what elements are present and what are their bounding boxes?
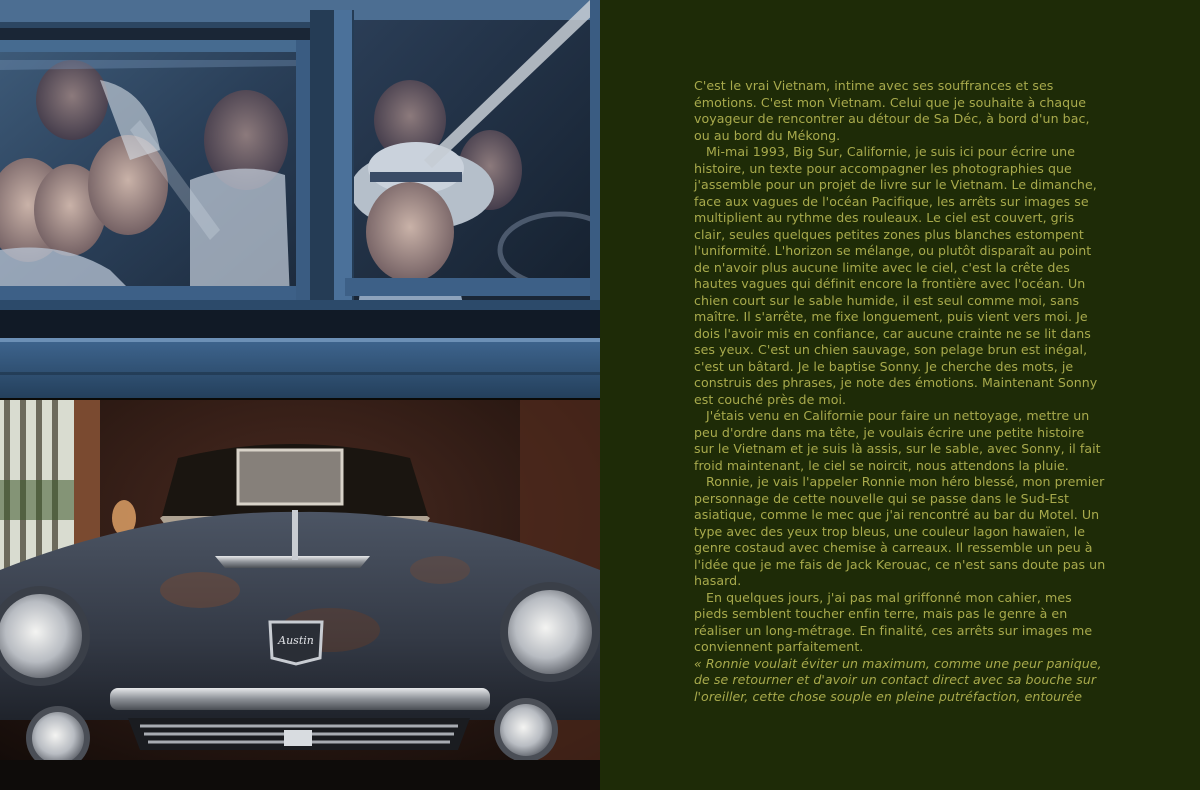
children-window-photo [0, 0, 600, 398]
paragraph-big-sur: Mi-mai 1993, Big Sur, Californie, je suis ici pour écrire une histoire, un texte pour accompagner les photographies que j'assemble pour un projet de livre sur le Vietnam. Le dimanche, face aux vagues de l'océan Pacifique, les arrêts sur images se multiplient au rythme des rouleaux. Le ciel est couvert, gris clair, seules quelques petites zones plus blanches estompent l'uniformité. L'horizon se mélange, ou plutôt disparaît au point de n'avoir plus aucune limite avec le ciel, c'est la crête des hautes vagues qui définit encore la frontière avec l'océan. Un chien court sur le sable humide, il est seul comme moi, sans maître. Il s'arrête, me fixe longuement, puis vient vers moi. Je dois l'avoir mis en confiance, car aucune crainte ne se lit dans ses yeux. C'est un chien sauvage, son pelage brun est inégal, c'est un bâtard. Je le baptise Sonny. Je cherche des mots, je construis des phrases, je note des émotions. Maintenant Sonny est couché près de moi. [694, 144, 1098, 407]
children-window-illustration [0, 0, 600, 398]
paragraph-quote: « Ronnie voulait éviter un maximum, comme une peur panique, de se retourner et d'avoir un contact direct avec sa bouche sur l'oreiller, cette chose souple en pleine putréfaction, entourée [694, 655, 1102, 704]
austin-badge-text: Austin [278, 634, 314, 647]
paragraph-californie: J'étais venu en Californie pour faire un nettoyage, mettre un peu d'ordre dans ma tête, je voulais écrire une petite histoire sur le Vietnam et je suis là assis, sur le sable, avec Sonny, il fait froid maintenant, le ciel se noircit, nous attendons la pluie. [694, 408, 1101, 473]
right-page [600, 0, 1200, 790]
austin-car-photo [0, 400, 600, 790]
story-text [694, 78, 1106, 705]
paragraph-cahier: En quelques jours, j'ai pas mal griffonné mon cahier, mes pieds semblent toucher enfin terre, mais pas le genre à en réaliser un long-métrage. En finalité, ces arrêts sur images me conviennent parfaitement. [694, 589, 1093, 654]
austin-car-illustration [0, 400, 600, 790]
paragraph-ronnie: Ronnie, je vais l'appeler Ronnie mon héro blessé, mon premier personnage de cette nouvelle qui se passe dans le Sud-Est asiatique, comme le mec que j'ai rencontré au bar du Motel. Un type avec des yeux trop bleus, une couleur lagon hawaïen, le genre costaud avec chemise à carreaux. Il ressemble un peu à l'idée que je me fais de Jack Kerouac, ce n'est sans doute pas un hasard. [694, 474, 1106, 588]
paragraph-intro: C'est le vrai Vietnam, intime avec ses souffrances et ses émotions. C'est mon Vietnam. Celui que je souhaite à chaque voyageur de rencontrer au détour de Sa Déc, à bord d'un bac, ou au bord du Mékong. [694, 78, 1090, 143]
